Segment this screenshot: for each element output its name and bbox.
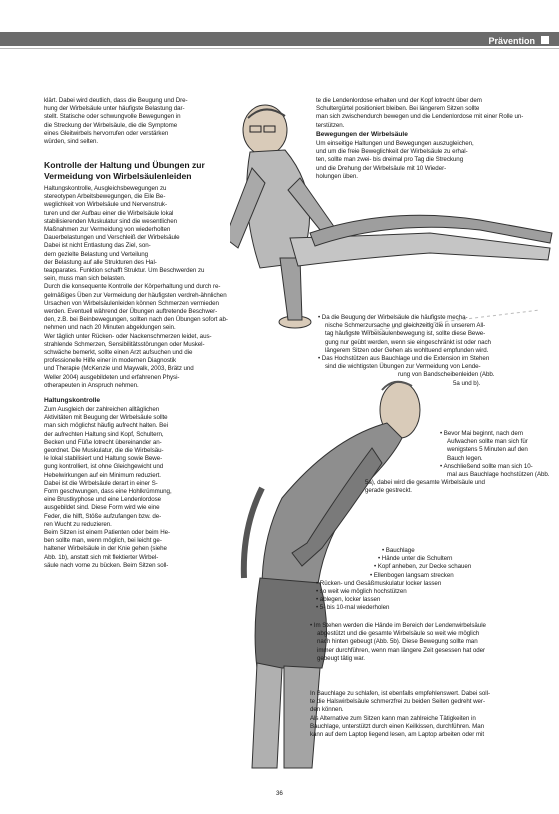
text-line: gung nur geübt werden, wenn sie eingeschränkt ist oder nach bbox=[325, 338, 491, 346]
text-line: man sich zwischendurch bewegen und die Lendenlordose mit einer Rolle un- bbox=[316, 113, 524, 121]
list-item: • Ellenbogen langsam strecken bbox=[370, 572, 471, 580]
section-title: Prävention bbox=[488, 36, 535, 46]
text-line: rung von Bandscheibenleiden (Abb. bbox=[398, 371, 495, 379]
text-line: ren Wucht zu reduzieren. bbox=[44, 520, 112, 528]
text-line: Weller 2004) ausgebildeten und erfahrenen Physi- bbox=[44, 373, 180, 381]
text-line: le lokal stabilisiert und Haltung sowie Bewe- bbox=[44, 455, 163, 463]
text-line: geordnet. Die Muskulatur, die die Wirbelsäu- bbox=[44, 447, 164, 455]
text-line: teapparates. Funktion schafft Struktur. Um Beschwerden zu bbox=[44, 267, 205, 275]
text-line: Dabei ist die Wirbelsäule derart in einer S- bbox=[44, 479, 158, 487]
text-line: Bauchlage, unterstützt durch einen Keilkissen, durchführen. Man bbox=[310, 722, 484, 730]
bullet-item bbox=[318, 314, 494, 355]
list-item: • so weit wie möglich hochstützen bbox=[316, 588, 471, 596]
sub-bullet-item bbox=[365, 462, 550, 496]
text-line: und Therapie (McKenzie und Maywalk, 2003, Brätz und bbox=[44, 365, 194, 373]
heading-line: Vermeidung von Wirbelsäulenleiden bbox=[44, 170, 192, 181]
right-sub-bullets bbox=[365, 430, 550, 496]
right-standing-bullet bbox=[310, 622, 486, 663]
text-line: • Das Hochstützen aus Bauchlage und die Extension im Stehen bbox=[318, 355, 494, 363]
text-line: gerade gestreckt. bbox=[365, 487, 412, 495]
text-line: abgestützt und die gesamte Wirbelsäule so weit wie möglich bbox=[317, 630, 480, 638]
text-line: klärt. Dabei wird deutlich, dass die Beugung und Dre- bbox=[44, 97, 188, 104]
text-line: längerem Sitzen oder Gehen als wohltuend empfunden wird. bbox=[325, 346, 489, 354]
left-intro-text bbox=[44, 97, 188, 146]
text-line: Zum Ausgleich der zahlreichen alltäglichen bbox=[44, 406, 160, 413]
text-line: Schultergürtel positioniert bleiben. Bei längerem Sitzen sollte bbox=[316, 105, 480, 113]
text-line: schwäche bemerkt, sollte einen Arzt aufsuchen und die bbox=[44, 349, 193, 357]
text-line: Becken und Füße lotrecht übereinander an- bbox=[44, 438, 162, 446]
text-line: nach hinten gebeugt (Abb. 5b). Diese Bewegung sollte man bbox=[317, 638, 478, 646]
text-line: stabilisierenden Muskulatur sind die wesentlichen bbox=[44, 217, 178, 225]
text-line: Maßnahmen zur Vermeidung von wiederholten bbox=[44, 226, 171, 234]
text-line: kann auf dem Laptop liegend lesen, am Laptop arbeiten oder mit bbox=[310, 731, 485, 739]
text-line: würden, sind selten. bbox=[44, 138, 99, 146]
text-line: Bauch legen. bbox=[447, 454, 483, 462]
text-line: Um einseitige Haltungen und Bewegungen auszugleichen, bbox=[316, 140, 474, 147]
text-line: Hebelwirkungen auf ein Minimum reduziert. bbox=[44, 471, 161, 479]
page-number: 36 bbox=[276, 790, 283, 797]
text-line: Ursachen von Wirbelsäulenleiden können Schmerzen vermieden bbox=[44, 299, 219, 307]
right-bullets-group bbox=[318, 314, 494, 388]
text-line: der Belastung auf alle Strukturen des Hal- bbox=[44, 258, 157, 266]
text-line: In Bauchlage zu schlafen, ist ebenfalls empfehlenswert. Dabei soll- bbox=[310, 690, 490, 697]
text-line: immer durchführen, wenn man längere Zeit gesessen hat oder bbox=[317, 646, 486, 654]
list-item: • Hände unter die Schultern bbox=[378, 555, 471, 563]
text-line: te die Lendenlordose erhalten und der Kopf lotrecht über dem bbox=[316, 97, 482, 104]
left-body-text bbox=[44, 185, 228, 390]
text-line: Abb. 1b), anstatt sich mit flektierter Wirbel- bbox=[44, 553, 159, 561]
list-item: • Rücken- und Gesäßmuskulatur locker lassen bbox=[316, 580, 471, 588]
list-item: • Bauchlage bbox=[382, 547, 471, 555]
text-line: stereotypen Arbeitsbewegungen, die Eile Be- bbox=[44, 193, 166, 201]
text-line: haltener Wirbelsäule in der Knie gehen (siehe bbox=[44, 545, 167, 553]
text-line: und um die freie Beweglichkeit der Wirbelsäule zu erhal- bbox=[316, 148, 468, 156]
section-marker-square bbox=[541, 36, 549, 44]
text-line: weglichkeit von Wirbelsäule und Nervenstruk- bbox=[44, 201, 167, 209]
text-line: eines Gleitwirbels hervorrufen oder verstärken bbox=[44, 129, 169, 137]
section-header-bar bbox=[0, 32, 559, 46]
text-line: ben sollte man, wenn möglich, bei leicht ge- bbox=[44, 537, 162, 545]
text-line: Dauerbelastungen und Verschleiß der Wirbelsäule bbox=[44, 234, 180, 242]
text-line: terstützen. bbox=[316, 121, 345, 129]
text-line: sein, muss man sich belasten. bbox=[44, 275, 126, 283]
right-intro-text bbox=[316, 97, 523, 130]
text-line: hung der Wirbelsäule unter häufigste Belastung dar- bbox=[44, 105, 185, 113]
header-rule bbox=[0, 48, 559, 49]
text-line: • Anschließend sollte man sich 10- bbox=[440, 463, 549, 471]
right-section-heading: Bewegungen der Wirbelsäule bbox=[316, 131, 408, 138]
text-line: professionelle Hilfe einer in modernen Diagnostik bbox=[44, 357, 177, 365]
text-line: sind die wichtigsten Übungen zur Vermeidung von Lende- bbox=[325, 363, 481, 371]
text-line: • Da die Beugung der Wirbelsäule die häufigste mecha- bbox=[318, 314, 494, 322]
list-item: • 5- bis 10-mal wiederholen bbox=[316, 604, 471, 612]
text-line: Haltungskontrolle, Ausgleichsbewegungen zu bbox=[44, 185, 167, 192]
text-line: der aufrechten Haltung sind Kopf, Schultern, bbox=[44, 430, 164, 438]
text-line: säule nach vorne zu bücken. Beim Sitzen soll- bbox=[44, 561, 169, 569]
text-line: Form geschwungen, dass eine Hohlkrümmung, bbox=[44, 488, 172, 496]
sub-bullet-item bbox=[440, 430, 549, 463]
text-line: 5a und b). bbox=[453, 379, 481, 387]
text-line: man sich möglichst häufig aufrecht halten. Bei bbox=[44, 422, 168, 430]
text-line: • Im Stehen werden die Hände im Bereich der Lendenwirbelsäule bbox=[310, 622, 486, 630]
text-line: 5a), dabei wird die gesamte Wirbelsäule und bbox=[365, 479, 485, 487]
text-line: nehmen und nach 20 Minuten abgeklungen sein. bbox=[44, 324, 176, 332]
text-line: turen und der Aufbau einer die Wirbelsäule lokal bbox=[44, 209, 174, 217]
bullet-item bbox=[318, 355, 494, 388]
text-line: Aktivitäten mit Beugung der Wirbelsäule sollte bbox=[44, 414, 168, 422]
text-line: dern gezielte Belastung und Verteilung bbox=[44, 250, 149, 258]
text-line: ausgebildet sind. Diese Form wird wie eine bbox=[44, 504, 160, 512]
text-line: die Streckung der Wirbelsäule, die die Symptome bbox=[44, 121, 178, 129]
text-line: ten, sollte man zwei- bis dreimal pro Tag die Streckung bbox=[316, 156, 464, 164]
text-line: den, z.B. bei Beinbewegungen, sollten nach den Übungen sofort ab- bbox=[44, 316, 228, 324]
right-closing-text bbox=[310, 690, 490, 739]
text-line: otherapeuten in Anspruch nehmen. bbox=[44, 381, 139, 389]
text-line: Beim Sitzen ist einem Patienten oder beim He- bbox=[44, 529, 171, 537]
text-line: wenigstens 5 Minuten auf den bbox=[447, 446, 528, 454]
text-line: gebeugt tätig war. bbox=[317, 654, 365, 662]
text-line: nische Schmerzursache und gleichzeitig die in unserem All- bbox=[325, 322, 486, 330]
text-line: Aufwachen sollte man sich für bbox=[447, 438, 528, 446]
left-section-heading bbox=[44, 160, 205, 181]
text-line: strahlende Schmerzen, Sensibilitätsstörungen oder Muskel- bbox=[44, 340, 205, 348]
list-item: • ablegen, locker lassen bbox=[316, 596, 471, 604]
text-line: eine Brustkyphose und eine Lendenlordose bbox=[44, 496, 162, 504]
right-body-text bbox=[316, 140, 474, 181]
left-sub-heading: Haltungskontrolle bbox=[44, 397, 101, 404]
text-line: Als Alternative zum Sitzen kann man zahlreiche Tätigkeiten in bbox=[310, 714, 476, 722]
text-line: tag häufigste Wirbelsäulenbewegung ist, sollte diese Bewe- bbox=[325, 330, 486, 338]
text-line: • Bevor Mai beginnt, nach dem bbox=[440, 430, 549, 438]
text-line: Wer täglich unter Rücken- oder Nackenschmerzen leidet, aus- bbox=[44, 332, 212, 340]
text-line: stellt. Statische oder schwungvolle Bewegungen in bbox=[44, 113, 181, 121]
text-line: den können. bbox=[310, 706, 344, 714]
text-line: te die Halswirbelsäule schmerzfrei zu beiden Seiten gedreht wer- bbox=[310, 698, 485, 706]
text-line: Feder, die hilft, Stöße aufzufangen bzw. de- bbox=[44, 512, 162, 520]
heading-line: Kontrolle der Haltung und Übungen zur bbox=[44, 160, 205, 170]
list-item: • Kopf anheben, zur Decke schauen bbox=[374, 563, 471, 571]
text-line: gung kontrolliert, ist ohne Gleichgewicht und bbox=[44, 463, 164, 471]
right-step-list bbox=[319, 547, 472, 613]
text-line: werden. Eventuell während der Übungen auftretende Beschwer- bbox=[44, 308, 218, 316]
text-line: mal aus Bauchlage hochstützen (Abb. bbox=[447, 471, 550, 479]
text-line: Durch die konsequente Kontrolle der Körperhaltung und durch re- bbox=[44, 283, 221, 291]
text-line: Dabei ist nicht Entlastung das Ziel, son- bbox=[44, 242, 151, 250]
text-line: gelmäßiges Üben zur Vermeidung der häufigsten verdreh-ähnlichen bbox=[44, 291, 227, 299]
text-line: und die Drehung der Wirbelsäule mit 10 Wieder- bbox=[316, 164, 447, 172]
left-sub-body-text bbox=[44, 406, 172, 570]
text-line: holungen üben. bbox=[316, 172, 358, 180]
